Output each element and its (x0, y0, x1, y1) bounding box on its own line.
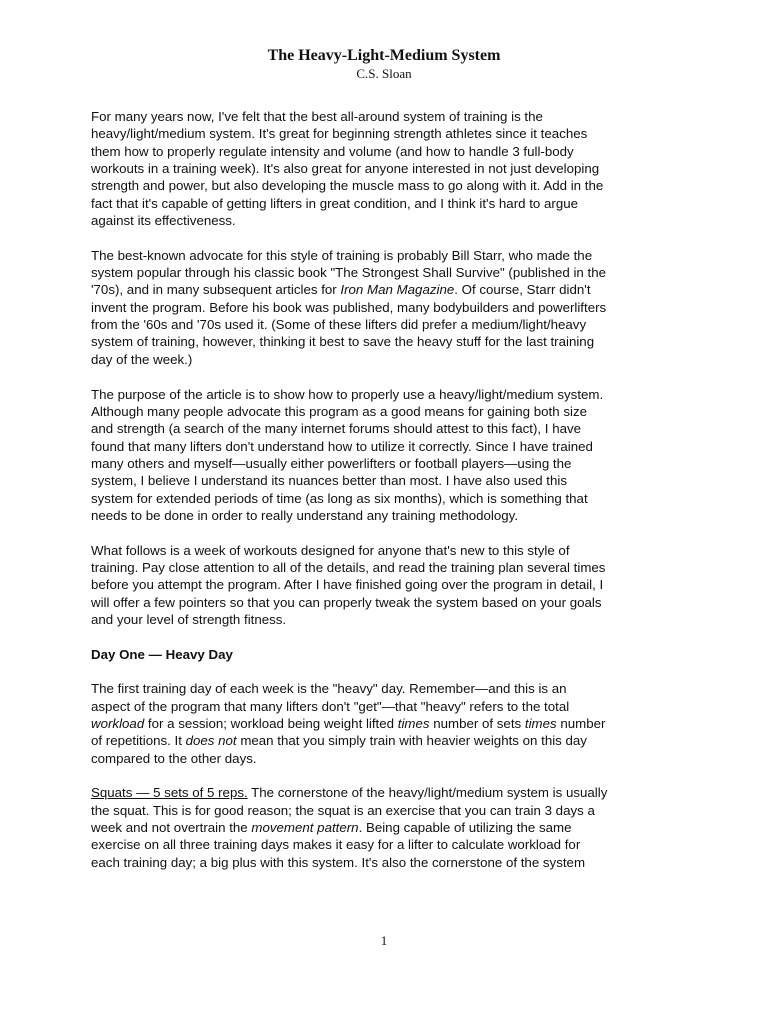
text-segment: For many years now, I've felt that the best all-around system of training is the (91, 109, 543, 124)
text-line (91, 646, 691, 663)
text-segment: number (556, 716, 606, 732)
text-segment: of repetitions. It (91, 733, 186, 749)
emphasis-text: does not (185, 733, 237, 749)
text-line (91, 195, 691, 212)
paragraph (91, 108, 691, 229)
text-segment: invent the program. Before his book was published, many bodybuilders and powerlifters (91, 299, 607, 315)
text-line (91, 819, 691, 836)
text-segment: What follows is a week of workouts designed for anyone that's new to this style of (91, 542, 570, 558)
text-segment: '70s), and in many subsequent articles for (91, 282, 341, 298)
document-title: The Heavy-Light-Medium System (267, 47, 501, 64)
text-line (91, 576, 691, 593)
document-author: C.S. Sloan (356, 66, 412, 81)
text-line (91, 386, 691, 403)
text-segment: The best-known advocate for this style of training is probably Bill Starr, who made the (91, 247, 593, 263)
text-segment: The first training day of each week is the "heavy" day. Remember—and this is an (91, 681, 567, 697)
text-segment: before you attempt the program. After I have finished going over the program in detail, I (91, 577, 604, 593)
text-segment: compared to the other days. (91, 750, 257, 766)
article-body (91, 108, 691, 888)
text-segment: from the '60s and '70s used it. (Some of these lifters did prefer a medium/light/heavy (91, 317, 587, 333)
text-segment: system of training, however, thinking it best to save the heavy stuff for the last training (91, 334, 595, 350)
text-line (91, 611, 691, 628)
text-line (91, 784, 691, 801)
text-segment: mean that you simply train with heavier weights on this day (236, 733, 587, 749)
underlined-text: Squats — 5 sets of 5 reps. (91, 785, 248, 801)
text-line (91, 802, 691, 819)
text-line (91, 750, 691, 767)
text-segment: Day One — Heavy Day (91, 646, 233, 662)
emphasis-text: movement pattern (251, 820, 359, 836)
text-segment: heavy/light/medium system. It's great for beginning strength athletes since it teaches (91, 126, 588, 142)
paragraph (91, 386, 691, 525)
text-segment: them how to properly regulate intensity and volume (and how to handle 3 full-body (91, 143, 574, 159)
text-line (91, 507, 691, 524)
text-line (91, 333, 691, 350)
text-line (91, 542, 691, 559)
text-line (91, 472, 691, 489)
text-segment: exercise on all three training days makes it easy for a lifter to calculate workload for (91, 837, 581, 853)
text-segment: each training day; a big plus with this system. It's also the cornerstone of the system (91, 854, 586, 870)
text-segment: The cornerstone of the heavy/light/medium system is usually (247, 785, 608, 801)
text-line (91, 594, 691, 611)
text-segment: and strength (a search of the many internet forums should attest to this fact), I have (91, 421, 582, 437)
text-line (91, 247, 691, 264)
text-line (91, 125, 691, 142)
section-heading (91, 646, 691, 663)
text-line (91, 299, 691, 316)
text-segment: needs to be done in order to really understand any training methodology. (91, 507, 519, 523)
text-line (91, 108, 691, 125)
text-segment: . Of course, Starr didn't (454, 282, 591, 298)
emphasis-text: workload (91, 716, 145, 732)
text-line (91, 836, 691, 853)
text-segment: for a session; workload being weight lifted (144, 716, 398, 732)
paragraph (91, 784, 691, 871)
text-line (91, 559, 691, 576)
text-line (91, 732, 691, 749)
emphasis-text: times (524, 716, 557, 732)
text-segment: . Being capable of utilizing the same (358, 820, 572, 836)
text-segment: day of the week.) (91, 351, 193, 367)
text-line (91, 420, 691, 437)
text-line (91, 455, 691, 472)
text-segment: The purpose of the article is to show how to properly use a heavy/light/medium system. (91, 386, 604, 402)
text-segment: found that many lifters don't understand how to utilize it correctly. Since I have trained (91, 438, 593, 454)
text-line (91, 160, 691, 177)
emphasis-text: times (397, 716, 430, 732)
text-line (91, 403, 691, 420)
text-segment: many others and myself—usually either powerlifters or football players—using the (91, 455, 572, 471)
paragraph (91, 247, 691, 368)
text-segment: system, I believe I understand its nuances better than most. I have also used this (91, 473, 567, 489)
text-segment: the squat. This is for good reason; the squat is an exercise that you can train 3 days a (91, 802, 595, 818)
paragraph (91, 680, 691, 767)
text-segment: Although many people advocate this program as a good means for gaining both size (91, 403, 587, 419)
text-line (91, 281, 691, 298)
text-line (91, 264, 691, 281)
text-line (91, 490, 691, 507)
text-segment: training. Pay close attention to all of the details, and read the training plan several times (91, 559, 606, 575)
text-segment: week and not overtrain the (91, 820, 252, 836)
text-line (91, 438, 691, 455)
text-segment: number of sets (429, 716, 525, 732)
text-segment: system popular through his classic book "The Strongest Shall Survive" (published in the (91, 265, 606, 281)
text-line (91, 212, 691, 229)
text-line (91, 177, 691, 194)
text-segment: workouts in a training week). It's also great for anyone interested in not just developing (91, 161, 600, 177)
text-line (91, 680, 691, 697)
text-segment: aspect of the program that many lifters don't "get"—that "heavy" refers to the total (91, 698, 570, 714)
text-line (91, 351, 691, 368)
text-segment: and your level of strength fitness. (91, 611, 287, 627)
text-segment: strength and power, but also developing the muscle mass to go along with it. Add in the (91, 178, 604, 194)
text-segment: against its effectiveness. (91, 213, 236, 229)
text-segment: fact that it's capable of getting lifters in great condition, and I think it's hard to argue (91, 195, 579, 211)
page-number: 1 (380, 933, 388, 948)
text-line (91, 698, 691, 715)
emphasis-text: Iron Man Magazine (340, 282, 455, 298)
text-segment: system for extended periods of time (as long as six months), which is something that (91, 490, 588, 506)
text-segment: will offer a few pointers so that you can properly tweak the system based on your goals (91, 594, 602, 610)
text-line (91, 715, 691, 732)
text-line (91, 316, 691, 333)
text-line (91, 143, 691, 160)
paragraph (91, 542, 691, 629)
text-line (91, 854, 691, 871)
